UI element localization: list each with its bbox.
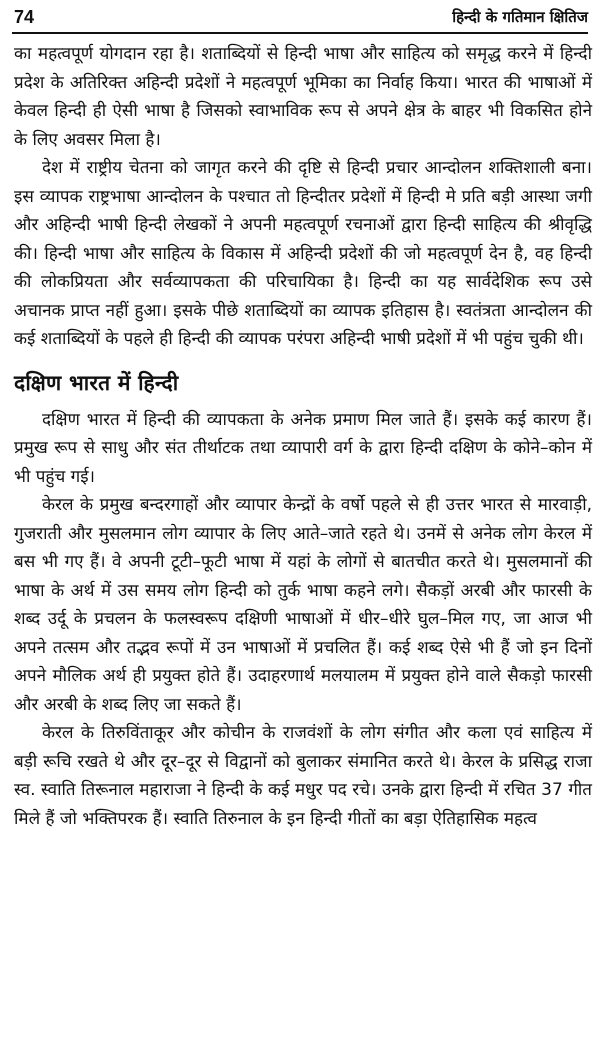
body-paragraph: का महत्वपूर्ण योगदान रहा है। शताब्दियों से हिन्दी भाषा और साहित्य को समृद्ध करने में हिन्दी प्रदेश के अतिरिक्त अहिन्दी प्रदेशों ने महत्वपूर्ण भूमिका का निर्वाह किया। भारत की भाषाओं में केवल हिन्दी ही ऐसी भाषा है जिसको स्वाभाविक रूप से अपने क्षेत्र के बाहर भी विकसित होने के लिए अवसर मिला है। [14,44,592,150]
section-paragraph: केरल के प्रमुख बन्दरगाहों और व्यापार केन्द्रों के वर्षो पहले से ही उत्तर भारत से मारवाड़ी, गुजराती और मुसलमान लोग व्यापार के लिए आते–जाते रहते थे। उनमें से अनेक लोग केरल में बस भी गए हैं। वे अपनी टूटी–फूटी भाषा में यहां के लोगों से बातचीत करते थे। मुसलमानों की भाषा के अर्थ में उस समय लोग हिन्दी को तुर्क भाषा कहने लगे। सैकड़ों अरबी और फारसी के शब्द उर्दू के प्रचलन के फलस्वरूप दक्षिणी भाषाओं में धीर–धीरे घुल–मिल गए, जा आज भी अपने तत्सम और तद्भव रूपों में उन भाषाओं में प्रचलित हैं। कई शब्द ऐसे भी हैं जो इन दिनों अपने मौलिक अर्थ ही प्रयुक्त होते हैं। उदाहरणार्थ मलयालम में प्रयुक्त होने वाले सैकड़ो फारसी और अरबी के शब्द लिए जा सकते हैं। [14,495,593,715]
section-heading: दक्षिण भारत में हिन्दी [14,370,179,395]
page-body [14,40,592,833]
page-header [14,4,588,34]
page-number: 74 [14,7,35,27]
body-paragraph: देश में राष्ट्रीय चेतना को जागृत करने की दृष्टि से हिन्दी प्रचार आन्दोलन शक्तिशाली बना। इस व्यापक राष्ट्रभाषा आन्दोलन के पश्चात तो हिन्दीतर प्रदेशों में हिन्दी मे प्रति बड़ी आस्था जगी और अहिन्दी भाषी हिन्दी लेखकों ने अपनी महत्वपूर्ण रचनाओं द्वारा हिन्दी साहित्य की श्रीवृद्धि की। हिन्दी भाषा और साहित्य के विकास में अहिन्दी प्रदेशों की जो महत्वपूर्ण देन है, वह हिन्दी की लोकप्रियता और सर्वव्यापकता की परिचायिका है। हिन्दी का यह सार्वदेशिक रूप उसे अचानक प्राप्त नहीं हुआ। इसके पीछे शताब्दियों का व्यापक इतिहास है। स्वतंत्रता आन्दोलन की कई शताब्दियों के पहले ही हिन्दी की व्यापक परंपरा अहिन्दी भाषी प्रदेशों में भी पहुंच चुकी थी। [14,158,592,349]
section-paragraph: दक्षिण भारत में हिन्दी की व्यापकता के अनेक प्रमाण मिल जाते हैं। इसके कई कारण हैं। प्रमुख रूप से साधु और संत तीर्थाटक तथा व्यापारी वर्ग के द्वारा हिन्दी दक्षिण के कोने–कोन में भी पहुंच गई। [14,409,592,487]
header-divider [12,32,588,34]
section-paragraph: केरल के तिरुविंताकूर और कोचीन के राजवंशों के लोग संगीत और कला एवं साहित्य में बड़ी रूचि रखते थे और दूर–दूर से विद्वानों को बुलाकर संमानित करते थे। केरल के प्रसिद्ध राजा स्व. स्वाति तिरूनाल महाराजा ने हिन्दी के कई मधुर पद रचे। उनके द्वारा हिन्दी में रचित 37 गीत मिले हैं जो भक्तिपरक हैं। स्वाति तिरुनाल के इन हिन्दी गीतों का बड़ा ऐतिहासिक महत्व [14,723,592,829]
running-title: हिन्दी के गतिमान क्षितिज [452,8,588,26]
